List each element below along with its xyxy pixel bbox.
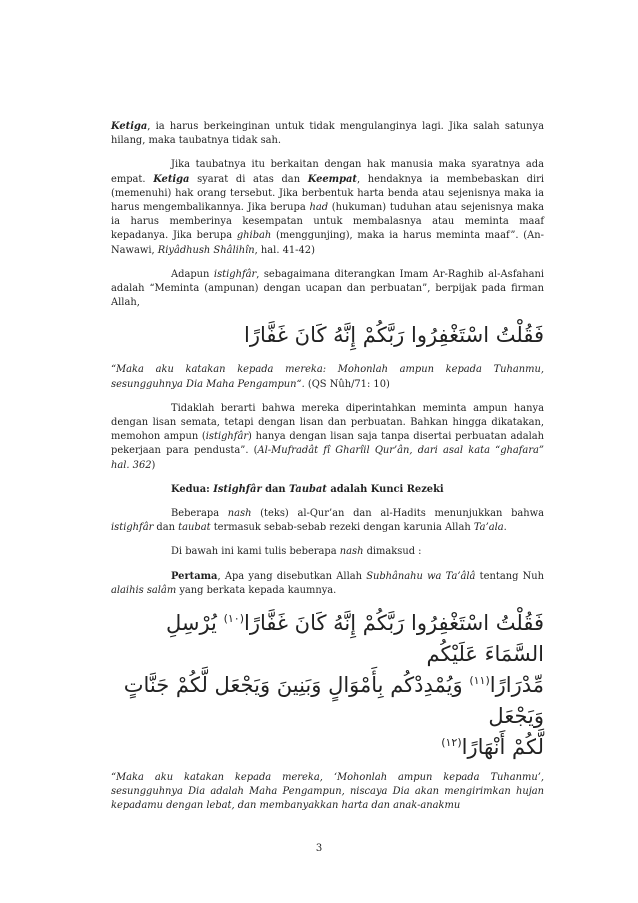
arabic-text: يُرْسِلِ السَّمَاءَ عَلَيْكُم: [165, 611, 544, 667]
arabic-text: وَيُمْدِدْكُم بِأَمْوَالٍ وَبَنِينَ وَيَجْعَل لَّكُمْ جَنَّاتٍ وَيَجْعَل: [123, 673, 544, 729]
text-run: (teks) al-Qur’an dan al-Hadits menunjukkan bahwa: [251, 508, 544, 520]
page-number: 3: [315, 843, 323, 854]
text-run: , hal. 41-42): [254, 244, 315, 256]
term-istighfar: istighfâr: [205, 431, 249, 443]
paragraph-text: , ia harus berkeinginan untuk tidak mengulanginya lagi. Jika salah satunya hilang, maka taubatnya tidak sah.: [111, 121, 544, 147]
term-pertama: Pertama: [171, 570, 218, 582]
text-run: tentang Nuh: [475, 570, 544, 582]
text-run: dan: [153, 522, 179, 534]
text-run: Kedua:: [171, 483, 214, 495]
term-ghibah: ghibah: [236, 230, 272, 242]
text-run: yang berkata kepada kaumnya.: [176, 584, 337, 596]
text-run: dimaksud :: [363, 546, 422, 558]
arabic-text: لَّكُمْ أَنْهَارًا: [461, 735, 544, 760]
paragraph-ketiga: [111, 120, 544, 148]
text-run: , Apa yang disebutkan Allah: [217, 570, 367, 582]
arabic-line-2: [111, 670, 544, 732]
text-run: Adapun: [171, 268, 214, 280]
text-run: Jika taubatnya itu berkaitan dengan hak manusia maka syaratnya ada empat.: [111, 159, 544, 185]
term-ketiga: Ketiga: [111, 121, 148, 132]
verse-marker-10: (١٠): [223, 612, 244, 626]
paragraph-list-intro: [111, 545, 544, 559]
arabic-line-1: [111, 608, 544, 670]
text-run: Di bawah ini kami tulis beberapa: [171, 546, 340, 558]
text-run: ): [151, 459, 156, 471]
term-alaihis-salam: alaihis salâm: [111, 584, 177, 596]
text-run: dan: [261, 483, 290, 495]
section-heading: [111, 483, 544, 497]
term-taala: Ta’ala: [473, 522, 504, 534]
paragraph-nash: [111, 507, 544, 535]
translation-text: “Maka aku katakan kepada mereka: Mohonlah ampun kepada Tuhanmu, sesungguhnya Dia Maha Pengampun“.: [111, 364, 544, 390]
term-ketiga: Ketiga: [153, 173, 190, 185]
book-title: Riyâdhush Shâlihîn: [157, 244, 255, 256]
arabic-verse-1: فَقُلْتُ اسْتَغْفِرُوا رَبَّكُمْ إِنَّهُ كَانَ غَفَّارًا: [244, 323, 544, 348]
text-run: Beberapa: [171, 508, 228, 520]
text-run: , sebagaimana diterangkan Imam Ar-Raghib al-Asfahani adalah “Meminta (ampunan) dengan ucapan dan perbuatan”, berpijak pada firman Allah,: [111, 268, 545, 309]
translation-2: “Maka aku katakan kepada mereka, ‘Mohonlah ampun kepada Tuhanmu’, sesungguhnya Dia adalah Maha Pengampun, niscaya Dia akan mengirimkan hujan kepadamu dengan lebat, dan membanyakkan harta dan anak-anakmu: [111, 772, 544, 812]
text-run: (menggunjing), maka ia harus meminta maaf”. (An-Nawawi,: [111, 230, 544, 256]
term-istighfar: Istighfâr: [213, 483, 262, 495]
term-nash: nash: [227, 508, 252, 520]
term-istighfar: istighfâr: [111, 522, 154, 534]
text-run: (hukuman) tuduhan atau sejenisnya maka ia harus memberinya kesempatan untuk membalasnya atau meminta maaf kepadanya. Jika berupa: [111, 202, 544, 242]
paragraph-istighfar-def: [111, 268, 544, 311]
paragraph-hak-manusia: [111, 158, 544, 257]
arabic-line-3: [111, 732, 544, 763]
term-subhanahu: Subhânahu wa Ta’âlâ: [366, 570, 476, 582]
verse-marker-12: (١٢): [441, 736, 462, 750]
arabic-verse-2: [111, 608, 544, 763]
source-citation: Al-Mufradât fî Gharîil Qur’ân, dari asal kata “ghafara” hal. 362: [111, 445, 544, 471]
document-body: [111, 120, 544, 824]
term-istighfar: istighfâr: [213, 268, 257, 280]
text-run: .: [503, 522, 507, 534]
text-run: ) hanya dengan lisan saja tanpa disertai perbuatan adalah pekerjaan para pendusta”. (: [111, 431, 544, 457]
arabic-text: فَقُلْتُ اسْتَغْفِرُوا رَبَّكُمْ إِنَّهُ كَانَ غَفَّارًا: [244, 611, 544, 636]
term-nash: nash: [339, 546, 364, 558]
verse-reference: (QS Nûh/71: 10): [307, 378, 390, 390]
text-run: syarat di atas dan: [189, 173, 308, 185]
text-run: , hendaknya ia membebaskan diri (memenuhi) hak orang tersebut. Jika berbentuk harta benda atau sejenisnya maka ia harus mengembalikannya. Jika berupa: [111, 173, 544, 214]
term-had: had: [309, 202, 329, 214]
arabic-text: مِّدْرَارًا: [489, 673, 544, 698]
term-taubat: Taubat: [289, 483, 327, 495]
translation-1: [111, 363, 544, 391]
paragraph-pertama: [111, 570, 544, 598]
term-keempat: Keempat: [307, 173, 357, 185]
verse-marker-11: (١١): [469, 674, 490, 688]
text-run: termasuk sebab-sebab rezeki dengan karunia Allah: [210, 522, 474, 534]
text-run: adalah Kunci Rezeki: [326, 483, 444, 495]
paragraph-lisan: [111, 402, 544, 473]
term-taubat: taubat: [178, 522, 211, 534]
text-run: Tidaklah berarti bahwa mereka diperintahkan meminta ampun hanya dengan lisan semata, tetapi dengan lisan dan perbuatan. Bahkan hingga dikatakan, memohon ampun (: [111, 402, 544, 443]
